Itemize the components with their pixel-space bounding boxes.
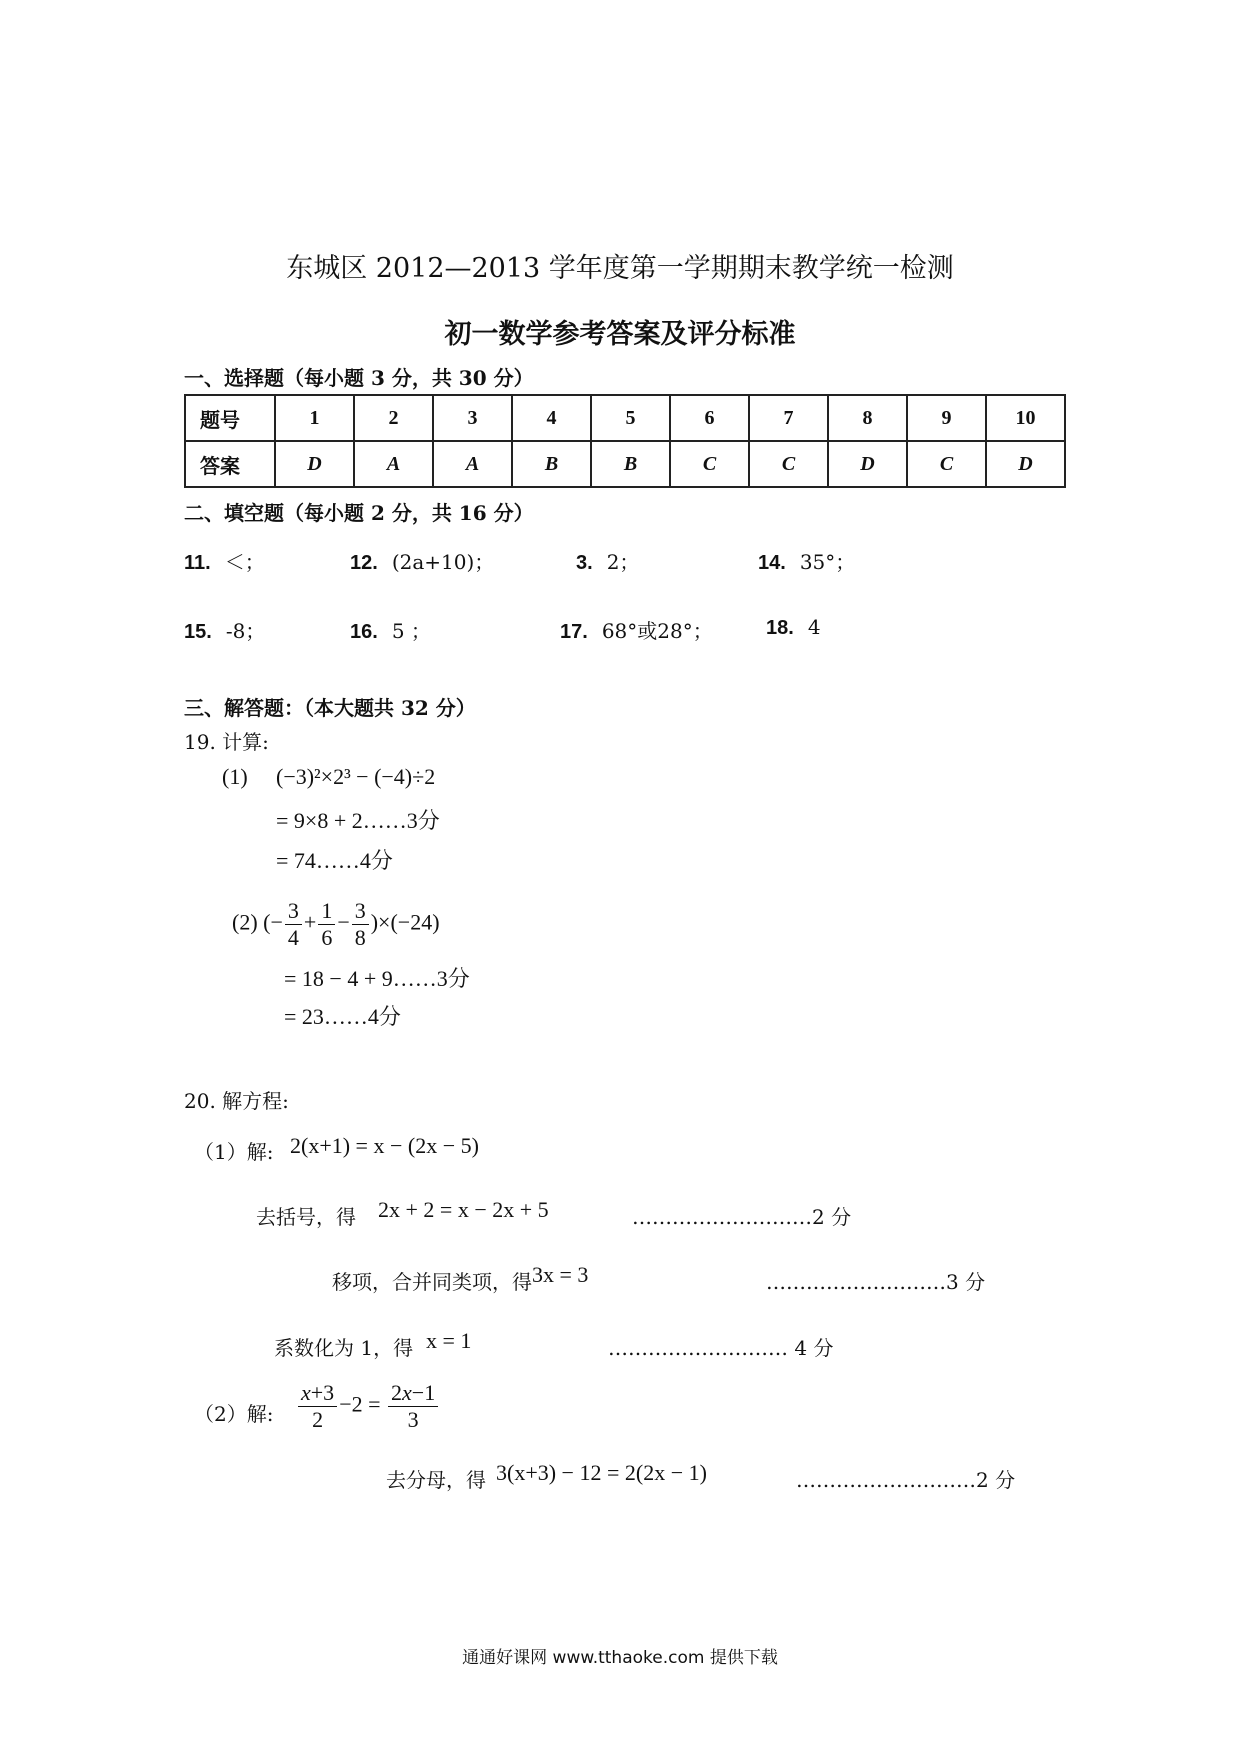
answer-cell: C: [670, 441, 749, 487]
answer-cell: B: [512, 441, 591, 487]
q20-step1-text: 去括号，得: [256, 1205, 356, 1229]
item-answer: (2a+10)；: [391, 550, 495, 574]
question-number-cell: 5: [591, 395, 670, 441]
item-answer: -8；: [225, 619, 266, 643]
item-number: 15.: [184, 621, 212, 643]
table-header-cell: 题号: [185, 395, 275, 441]
q20-step2-equation: 3x = 3: [532, 1262, 589, 1287]
fraction: $\frac{3}{8}$: [352, 898, 369, 951]
answer-cell: A: [433, 441, 512, 487]
item-answer: 5 ；: [391, 619, 431, 643]
q19-part1-expression: (−3)²×2³ − (−4)÷2: [276, 764, 436, 789]
item-number: 17.: [560, 621, 588, 643]
q20-step4-text: 去分母，得: [386, 1468, 486, 1492]
answer-cell: A: [354, 441, 433, 487]
footer-source: 通通好课网 www.tthaoke.com 提供下载: [462, 1648, 778, 1668]
q19-part1-step2: = 74……4分: [276, 848, 393, 873]
item-answer: 35°；: [799, 550, 856, 574]
q19-part2-step2: = 23……4分: [284, 1004, 401, 1029]
q20-step3-equation: x = 1: [426, 1328, 472, 1353]
question-number-cell: 8: [828, 395, 907, 441]
q20-step1-equation: 2x + 2 = x − 2x + 5: [378, 1197, 549, 1222]
fill-item: [576, 546, 639, 575]
item-number: 3.: [576, 552, 593, 574]
q20-step3-text: 系数化为 1，得: [274, 1336, 414, 1360]
q19-part1-step1: = 9×8 + 2……3分: [276, 808, 440, 833]
item-number: 18.: [766, 617, 794, 639]
q20-step2-score: ………………………3 分: [766, 1270, 986, 1294]
question-number-cell: 2: [354, 395, 433, 441]
table-row: [185, 395, 1065, 441]
item-answer: ＜；: [224, 550, 265, 574]
item-number: 11.: [184, 552, 211, 574]
q20-part2-label: （2）解:: [194, 1402, 274, 1426]
table-row: [185, 441, 1065, 487]
fraction: $\frac{1}{6}$: [318, 898, 335, 951]
fill-item: [560, 615, 713, 644]
section3-heading: 三、解答题：（本大题共 32 分）: [184, 696, 476, 720]
document-title: 东城区 2012—2013 学年度第一学期期末教学统一检测: [286, 253, 954, 284]
fill-item: [766, 615, 821, 640]
answer-cell: C: [749, 441, 828, 487]
answer-cell: D: [828, 441, 907, 487]
fill-item: [184, 615, 265, 644]
fraction: $\frac{3}{4}$: [285, 898, 302, 951]
q20-part1-equation: 2(x+1) = x − (2x − 5): [290, 1133, 479, 1158]
question-number-cell: 6: [670, 395, 749, 441]
fill-item: [350, 615, 431, 644]
fill-item: [350, 546, 494, 575]
q19-part2-expression: (2) (− $\frac{3}{4}$ + $\frac{1}{6}$ − $\frac{3}{8}$ )×(−24): [232, 898, 440, 950]
question-number-cell: 1: [275, 395, 354, 441]
item-number: 14.: [758, 552, 786, 574]
q19-part2-label: (2): [232, 909, 258, 935]
question-number-cell: 4: [512, 395, 591, 441]
answer-cell: C: [907, 441, 986, 487]
item-answer: 68°或28°；: [601, 619, 713, 643]
q20-step4-score: ………………………2 分: [796, 1468, 1016, 1492]
q20-part1-label: （1）解:: [194, 1140, 274, 1164]
question-number-cell: 3: [433, 395, 512, 441]
q20-step1-score: ………………………2 分: [632, 1205, 852, 1229]
fraction: $\frac{2x-1}{3}$: [388, 1380, 438, 1433]
table-header-cell: 答案: [185, 441, 275, 487]
item-number: 16.: [350, 621, 378, 643]
fill-item: [758, 546, 855, 575]
fill-item: [184, 546, 265, 575]
item-answer: 4: [807, 615, 821, 639]
choice-answer-table: [184, 394, 1066, 488]
item-answer: 2；: [606, 550, 640, 574]
answer-cell: D: [986, 441, 1065, 487]
question-number-cell: 9: [907, 395, 986, 441]
q20-title: 20. 解方程:: [184, 1089, 289, 1113]
document-subtitle: 初一数学参考答案及评分标准: [444, 319, 796, 350]
q19-part2-step1: = 18 − 4 + 9……3分: [284, 966, 470, 991]
q20-step2-text: 移项，合并同类项，得: [332, 1270, 532, 1294]
section1-heading: 一、选择题（每小题 3 分，共 30 分）: [184, 366, 534, 390]
section2-heading: 二、填空题（每小题 2 分，共 16 分）: [184, 501, 534, 525]
item-number: 12.: [350, 552, 378, 574]
q20-part2-equation: $\frac{x+3}{2}$ −2 = $\frac{2x-1}{3}$: [296, 1380, 440, 1433]
fraction: $\frac{x+3}{2}$: [298, 1380, 337, 1433]
question-number-cell: 10: [986, 395, 1065, 441]
question-number-cell: 7: [749, 395, 828, 441]
answer-cell: D: [275, 441, 354, 487]
answer-cell: B: [591, 441, 670, 487]
q19-part1-label: (1): [222, 764, 248, 789]
q20-step4-equation: 3(x+3) − 12 = 2(2x − 1): [496, 1460, 707, 1485]
q20-step3-score: ……………………… 4 分: [608, 1336, 834, 1360]
q19-title: 19. 计算:: [184, 730, 269, 754]
